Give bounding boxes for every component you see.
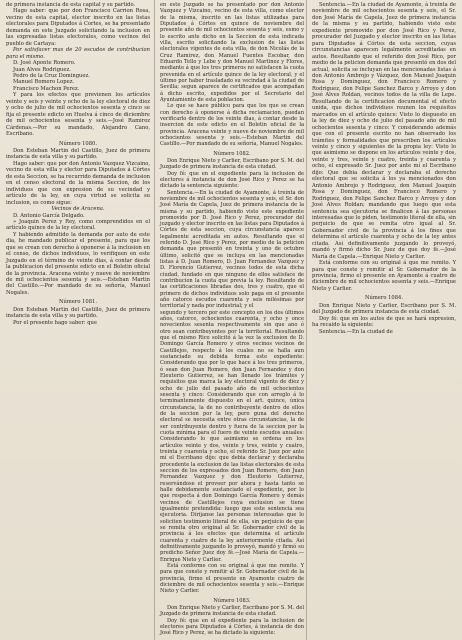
paragraph: Manuel Romero Lopez. bbox=[13, 79, 75, 86]
paragraph: Por el presente hago saber: que bbox=[13, 319, 97, 326]
paragraph: Sentencia.—En la ciudad de Ayamonte, á treinta de noviembre de mil ochocientos sesenta y seis, el Sr. don José María de Capela, Juez de primera instancia de la misma y su partido, habiendo visto este expediente promovido por don José Rico y Perez, procurador del Juzgado y elector inscrito en las listas para Diputados á Córtes de esta seccion, cuyas circunstancias aparecen legalmente acreditadas en autos. Resultando que el referido don José Rico, por medio de la peticion demanda que presentó en dos del actual, solicita se incluyan en las mencionadas listas á don Antonio Ambrojo y Vázquez, don Manuel Joaquin Rosa y Dominguez, don Francisco Romero y Rodriguez, don Felipe Sanchez Barco y Arroyo y don José Alves Roldan, vecinos todos de la villa de Lepe. Resultando de la certificacion documental el efecto unida, que dichos individuos reunen los requisitos marcados en el artículo quince: Visto lo dispuesto en la ley de diez y ocho de julio del pasado año de mil ochocientos sesenta y cinco: Y considerando además que con el presente escrito no han observado los trámites y formalidades que prescriben los artículos veinte y cinco y siguientes de la propia ley: Visto lo que asimismo se dispone en los artículos veinte y dos, veinte y tres, veinte y cuatro, treinta y cuarenta y ocho, el expresado Sr. Juez por ante mí el Escribano dijo: Que debia declarar y declaraba el derecho electoral que se solicita á los ya mencionados don Antonio Ambrojo y Rodriguez, don Manuel Joaquin Rosa y Dominguez, don Francisco Romero y Rodriguez, don Felipe Sanchez Barco y Arroyo y don José Alves Roldan; mandando que luego que esta sentencia sea ejecutoria se finalicen á las personas interesadas que lo piden, testimonio literal de ella, sin perjuicio de que se remita otro igual al Sr. Gobernador civil de la provincia á los fines que determina el artículo cuarenta y ocho de la ley antes citada. Asi definitivamente juzgando lo proveyó, mandó y firmó dicho Sr. Juez de que doy fé.—José María de Capela.—Enrique Nieto y Carlier. bbox=[312, 2, 456, 260]
paragraph: D. José Aponte Romero. bbox=[13, 60, 76, 67]
notice-number: Número 1082. bbox=[213, 150, 251, 157]
paragraph: Hago saber: que por don Antonio Vazquez Vizcaino, vecino de esta villa y elector para Diputados á Córtes de esta Seccion, se ha recurrido demanda de inclusion en el censo electoral de la misma Seccion, de los individuos que con expresion de su vecindad y artículo de la ley, en cuya virtud se solicita su inclusion, es como sigue: bbox=[6, 160, 150, 206]
text-column-right bbox=[312, 2, 456, 335]
paragraph: Y para los efectos que previenen los artículos veinte y seis y veinte y ocho de la ley electoral de diez y ocho de julio de mil ochocientos sesenta y cinco se fija el presente edicto en Huelva á cinco de diciembre de mil ochocientos sesenta y seis.—José Ramirez Cárdenas.—Por su mandado, Alejandro Cano, Escribano. bbox=[6, 92, 150, 138]
paragraph: Doy fé: que en el expediente para la inclusion de electores para Diputados á Córtes, á instancia de don José Rico y Perez, se ha dictado la siguiente: bbox=[160, 617, 304, 637]
paragraph: Don Esteban Martin del Castillo, Juez de primera instancia de esta villa y su partido. bbox=[6, 147, 150, 161]
paragraph: Está conforme con su original á que me remito. Y para que conste y remitir al Sr. Gobernador de la provincia, firmo el presente en Ayamonte á cuatro de diciembre de mil ochocientos sesenta y seis.—Enrique Nieto y Carlier. bbox=[312, 260, 456, 292]
notice-number: Número 1084. bbox=[365, 295, 403, 302]
paragraph: Doy fé: que en los autos de que se hará expresion, ha recaido la siguiente: bbox=[312, 315, 456, 329]
column-divider bbox=[306, 0, 307, 640]
paragraph: Don Enrique Nieto y Carlier, Escribano por S. M. del Juzgado de primera instancia de esta ciudad. bbox=[160, 157, 304, 171]
paragraph: de primera instancia de esta capital y su partido. bbox=[6, 2, 136, 8]
column-divider bbox=[154, 0, 155, 640]
paragraph: Francisco Machon Perez. bbox=[13, 85, 80, 92]
paragraph: » Joaquin Perez y Rey, como comprendidos en el artículo quince de la ley electoral. bbox=[6, 218, 150, 232]
paragraph: Juan Alves Rodriguez. bbox=[13, 66, 71, 73]
paragraph: Sentencia.—En la ciudad de Ayamonte, á treinta de noviembre de mil ochocientos sesenta y seis, el Sr. don José María de Capela, Juez de primera instancia de la misma y su partido, habiendo visto este expediente promovido por D. José Rico y Perez, procurador del juzgado y elector inscrito en las listas para Diputados á Córtes de esta seccion, cuya circunstancia aparece legalmente acreditada en autos. Resultando que el referido D. José Rico y Perez, por medio de la peticion demanda que presentó en treinta y uno de octubre último, solicitó que se incluya en las mencionadas listas á D. Juan Romero, D. Juan Fernandez Vazquez y D. Florencio Gutierrez, vecinos todos de esta dicha ciudad, fundado en que ninguno de ellos satisface de contribucion la cuota que previa la ley. Resultando de las certificaciones libradas dos, tres y cuatro, que el primero de dichos individuos solo paga en el presente año catorce escudos cuarenta y seis milésimas por territorial y nada por industrial; y el bbox=[160, 189, 304, 310]
paragraph: Doy fé: que en el expediente para la inclusion de electores á instancia de don José Rico y Perez se ha dictado la sentencia siguiente: bbox=[160, 170, 304, 190]
paragraph: Hago saber: que por don Francisco Carrion Rosa, vecino de esta capital, elector inscrito en las listas electorales para Diputados á Cortes, se ha presentado demanda en este Juzgado solicitando la inclusion en las expresadas listas electorales, como vecinos del pueblo de Cartaya: bbox=[6, 8, 150, 47]
paragraph: Vecinos de Aracena. bbox=[51, 206, 105, 213]
paragraph: Don Esteban Martin del Castillo, Juez de primera instancia de esta villa y su partido. bbox=[6, 306, 150, 320]
paragraph: segundo y tercero por este concepto en los dos últimos años, catorce, ochocientos cuarenta, y ocho y once novecientos sesenta respectivamente sin que ano ó otro sean contribuyentes por la territorial. Resultando que el mismo Rico solicitó á la vez la exclusion de D. Domingo García Romero y otros vecinos vecinos de Castillejos, respecto á los cuales no se halla aun sustanciado su debida forma este expediente: Considerando que por lo que hace á los tres primeros, ó sean don Juan Romero, don Juan Fernandez y don Eleuterio Gutierrez, se han llenado los trámites y requisitos que marca la ley electoral vigente de diez y ocho de julio del pasado año de mil ochocientos sesenta y cinco: Considerando que con arreglo á lo terminantemente dispuesto en el art. quince, única circunstancia, la de no contribuyente dentro de ellos de la seccion por la ley, pero guna del derecho electoral se necesita entre otras circunstancias, la de ser contribuyente dentro y fuera de la seccion por la cuota mínima para el fuero de veinte escudos anuales: Considerando lo que asimismo se ordena en los artículos veinte y dos, veinte y tres, veinte y cuatro, treinta y cuarenta y ocho, el referido Sr. Juez por ante mí el Escribano dijo: que debia declarar y declaraba procedente la exclusion de las listas electorales de esta seccion de los expresados don Juan Romero, don Juan Fernandez Vazquez y don Eleuterio Gutierrez, reservándose el proveer por ahora y hasta tanto se halle debidamente sustanciado el expediente, por lo que respecta á don Domingo García Romero y demás vecinos de Castillejos cuya exclusion se tiene igualmente pretendida: luego que este sentencia sea ejecutoria. Dirijanse las personas interesadas que lo soliciten testimonio literal de ella, sin perjuicio de que se remita otro original al Sr. Gobernador civil de la provincia á los efectos que determina el artículo cuarenta y cuatro de la ley anteriormente citada. Asi definitivamente juzgando lo proveyó, mandó y firmó su predicho Señor Juez doy fé.—José María de Capela.—Enrique Nieto y Carlier. bbox=[160, 309, 304, 563]
notice-number: Número 1080. bbox=[59, 140, 97, 147]
notice-number: Número 1081. bbox=[59, 299, 97, 306]
text-column-left bbox=[6, 2, 150, 326]
paragraph: Pedro de la Cruz Dominguez. bbox=[13, 72, 90, 79]
notice-number: Número 1083. bbox=[213, 597, 251, 604]
paragraph: Don Enrique Nieto y Carlier, Escribano por S. M. del Juzgado de primera instancia de esta ciudad. bbox=[312, 302, 456, 316]
paragraph: en este Juzgado se ha presentado por don Antonio Vazquez y Vizcaino, vecino de esta villa, como elector de la misma, inscrito en las listas utilizadas para Diputados á Córtes en quince de noviembre del presente año de mil ochocientos sesenta y seis, esmo y lo escrito ante dicho en la Seccion de esta indicada villa, escrito solicitando la exclusion de las listas electorales vigentes de esta villa, de don Nicolás de la Cruz Ramirez, don Manuel Fuentes Escobar, don Eduardo Tello y Lebe y don Manuel Martinez y Flores, mediante á que los tres primeros no satisfacen la cuota prevenida en el artículo quince de la ley electoral, y el último por haber trasladado su vecindad á la ciudad de Sevilla; segun aparece de certificados que acompañan á dicho escrito, expedidos por el Secretario del Ayuntamiento de esta poblacion. bbox=[160, 2, 304, 103]
paragraph: Y habiendo admitido la demanda por auto de este dia, he mandado publicar el presente, para que los que se crean con derecho á oponerse á la inclusion en el censo, de dichos individuos, lo verifiquen en este Juzgado en el término de veinte dias, á contar desde la publicacion del presente edicto en el Boletin oficial de la provincia. Aracena veinte y nueve de noviembre de mil ochocientos sesenta y seis.—Esteban Martin del Castillo.—Por mandado de su señoría, Manuel Nogales. bbox=[6, 231, 150, 296]
paragraph: Por satisfacer mas de 20 escudos de contribucion para el mismo. bbox=[6, 47, 150, 60]
paragraph: Está conforme con su original á que me remito. Y para que conste y remitir al Sr. Gobernador civil de la provincia, firmo el presente en Ayamonte cuatro de diciembre de mil ochocientos sesenta y seis.—Enrique Nieto y Carlier. bbox=[160, 562, 304, 595]
paragraph: Sentencia.—En la ciudad de bbox=[319, 328, 393, 335]
text-column-middle bbox=[160, 2, 304, 636]
paragraph: Don Enrique Nieto y Carlier, Escribano por S. M. del Juzgado de primera instancia de esta ciudad. bbox=[160, 604, 304, 618]
paragraph: Lo que se hace público para que los que se crean con derecho á oponerse á dicha reclamacion, puedan verificarlo dentro de los veinte dias, á contar desde la insercion de este edicto en el Boletin oficial de la provincia. Aracena veinte y nueve de noviembre de mil ochocientos sesenta y seis.—Esteban Martin del Castillo.—Por mandado de su señoría, Manuel Nogales. bbox=[160, 103, 304, 148]
paragraph: D. Antonio García Delgado. bbox=[13, 212, 85, 219]
